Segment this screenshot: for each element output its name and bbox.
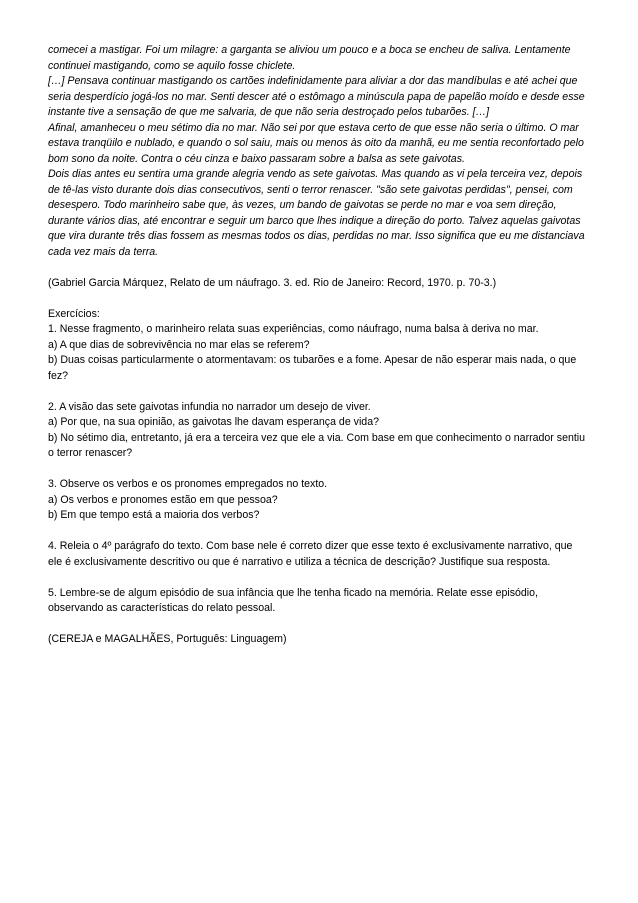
citation: (Gabriel Garcia Márquez, Relato de um náufrago. 3. ed. Rio de Janeiro: Record, 1970. p. 70-3.) xyxy=(48,276,497,289)
question-4 xyxy=(48,539,604,570)
excerpt-line: instante tive a sensação de que me salvaria, de que não seria destroçado pelos tubarões. […] xyxy=(48,106,490,118)
question-5 xyxy=(48,586,604,617)
source-citation: (CEREJA e MAGALHÃES, Português: Linguagem) xyxy=(48,633,287,645)
question-intro: 2. A visão das sete gaivotas infundia no narrador um desejo de viver. xyxy=(48,400,371,413)
excerpt-line: desespero. Todo marinheiro sabe que, às vezes, um bando de gaivotas se perde no mar e voa sem direção, xyxy=(48,199,557,211)
question-item-b: b) No sétimo dia, entretanto, já era a terceira vez que ele a via. Com base em que conhecimento o narrador sentiu xyxy=(48,431,586,444)
excerpt-line: de tê-las visto durante dois dias consecutivos, senti o terror renascer. "são sete gaivotas perdidas", pensei, com xyxy=(48,183,573,196)
excerpt-line: Afinal, amanheceu o meu sétimo dia no mar. Não sei por que estava certo de que esse não seria o último. O mar xyxy=(48,121,579,134)
question-text: 5. Lembre-se de algum episódio de sua infância que lhe tenha ficado na memória. Relate esse episódio, xyxy=(48,586,538,599)
excerpt-line: comecei a mastigar. Foi um milagre: a garganta se aliviou um pouco e a boca se encheu de saliva. Lentamente xyxy=(48,44,571,56)
question-3 xyxy=(48,477,604,524)
question-text: 4. Releia o 4º parágrafo do texto. Com base nele é correto dizer que esse texto é exclusivamente narrativo, que xyxy=(48,540,573,552)
excerpt-block xyxy=(48,43,604,260)
question-item-b-continued: o terror renascer? xyxy=(48,447,133,459)
exercises-title: Exercícios: xyxy=(48,307,100,320)
excerpt-line: seria desperdício jogá-los no mar. Senti descer até o estômago a minúscula papa de papelão moído e desde esse xyxy=(48,90,585,103)
excerpt-line: Dois dias antes eu sentira uma grande alegria vendo as sete gaivotas. Mas quando as vi pela terceira vez, depois xyxy=(48,168,583,180)
question-item-b: b) Em que tempo está a maioria dos verbos? xyxy=(48,509,260,521)
excerpt-line: que vira durante três dias fossem as mesmas todos os dias, perdidas no mar. Isso significa que eu me distanciava xyxy=(48,230,585,242)
question-intro: 3. Observe os verbos e os pronomes empregados no texto. xyxy=(48,478,328,490)
question-item-a: a) Os verbos e pronomes estão em que pessoa? xyxy=(48,493,278,506)
question-item-a: a) Por que, na sua opinião, as gaivotas lhe davam esperança de vida? xyxy=(48,416,379,428)
excerpt-line: durante vários dias, até encontrar e seguir um barco que lhes indique a direção do porto. Talvez aquelas gaivotas xyxy=(48,214,581,227)
excerpt-line: continuei mastigando, como se aquilo fosse chiclete. xyxy=(48,59,296,72)
question-intro: 1. Nesse fragmento, o marinheiro relata suas experiências, como náufrago, numa balsa à deriva no mar. xyxy=(48,323,539,335)
excerpt-line: bom sono da noite. Contra o céu cinza e baixo passaram sobre a balsa as sete gaivotas. xyxy=(48,152,465,165)
excerpt-line: estava tranqüilo e nublado, e quando o sol saiu, mais ou menos às oito da manhã, eu me sentia reconfortado pelo xyxy=(48,137,584,149)
excerpt-line: […] Pensava continuar mastigando os cartões indefinidamente para aliviar a dor das mandíbulas e até achei que xyxy=(48,75,578,87)
document-page xyxy=(48,43,604,648)
question-item-b: b) Duas coisas particularmente o atormentavam: os tubarões e a fome. Apesar de não esperar mais nada, o que xyxy=(48,354,577,366)
question-item-a: a) A que dias de sobrevivência no mar elas se referem? xyxy=(48,338,310,351)
question-text-continued: ele é exclusivamente descritivo ou que é narrativo e utiliza a técnica de descrição? Justifique sua resposta. xyxy=(48,555,551,568)
question-text-continued: observando as características do relato pessoal. xyxy=(48,602,276,614)
question-item-b-continued: fez? xyxy=(48,369,69,382)
question-1 xyxy=(48,322,604,384)
question-2 xyxy=(48,400,604,462)
excerpt-line: cada vez mais da terra. xyxy=(48,245,159,258)
